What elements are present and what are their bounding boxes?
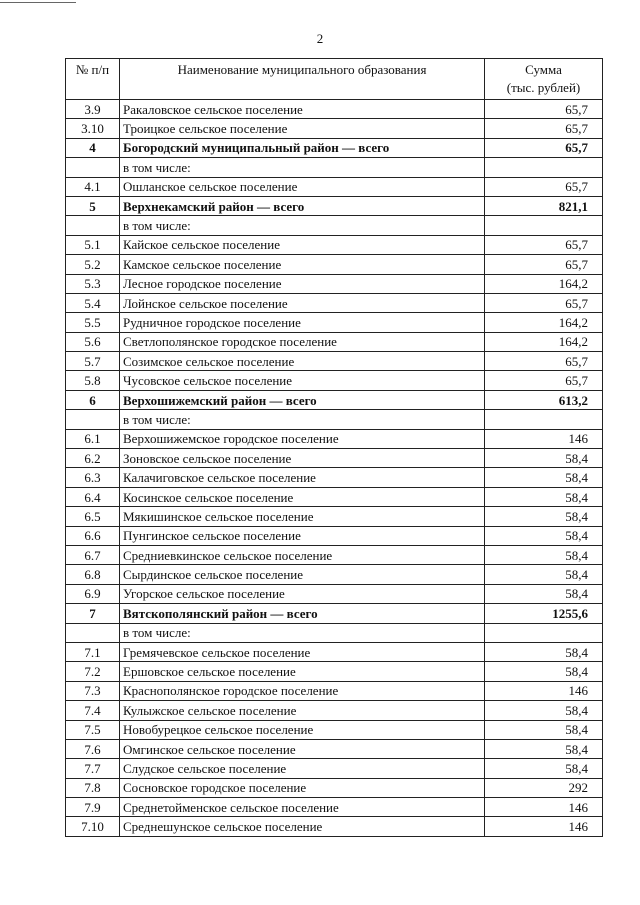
row-name-cell: Богородский муниципальный район — всего bbox=[120, 138, 485, 157]
row-number-cell: 5.6 bbox=[66, 332, 120, 351]
row-sum-cell: 164,2 bbox=[485, 313, 603, 332]
header-number: № п/п bbox=[66, 59, 120, 100]
row-sum-cell: 58,4 bbox=[485, 720, 603, 739]
table-header-row bbox=[66, 59, 603, 100]
row-number-cell: 7.10 bbox=[66, 817, 120, 836]
row-name-cell: Новобурецкое сельское поселение bbox=[120, 720, 485, 739]
row-number-cell: 4 bbox=[66, 138, 120, 157]
table-row bbox=[66, 720, 603, 739]
row-name-cell: Омгинское сельское поселение bbox=[120, 739, 485, 758]
row-sum-cell: 65,7 bbox=[485, 119, 603, 138]
row-number-cell bbox=[66, 158, 120, 177]
table-row bbox=[66, 449, 603, 468]
row-sum-cell: 65,7 bbox=[485, 371, 603, 390]
row-name-cell: Созимское сельское поселение bbox=[120, 352, 485, 371]
row-number-cell bbox=[66, 623, 120, 642]
row-number-cell: 6.8 bbox=[66, 565, 120, 584]
table-row bbox=[66, 662, 603, 681]
row-number-cell: 5.1 bbox=[66, 235, 120, 254]
row-name-cell: Средниевкинское сельское поселение bbox=[120, 545, 485, 564]
row-name-cell: Кайское сельское поселение bbox=[120, 235, 485, 254]
row-sum-cell: 1255,6 bbox=[485, 604, 603, 623]
table-row bbox=[66, 817, 603, 836]
row-number-cell: 7.1 bbox=[66, 642, 120, 661]
table-row bbox=[66, 313, 603, 332]
row-name-cell: Чусовское сельское поселение bbox=[120, 371, 485, 390]
row-number-cell: 7.2 bbox=[66, 662, 120, 681]
row-sum-cell: 58,4 bbox=[485, 662, 603, 681]
row-name-cell: Вятскополянский район — всего bbox=[120, 604, 485, 623]
table-row bbox=[66, 274, 603, 293]
table-row bbox=[66, 352, 603, 371]
table-row bbox=[66, 468, 603, 487]
table-row bbox=[66, 739, 603, 758]
table-row bbox=[66, 390, 603, 409]
table-row bbox=[66, 119, 603, 138]
row-name-cell: Кулыжское сельское поселение bbox=[120, 701, 485, 720]
row-number-cell: 6.2 bbox=[66, 449, 120, 468]
table-row bbox=[66, 604, 603, 623]
table-row bbox=[66, 235, 603, 254]
row-sum-cell: 146 bbox=[485, 429, 603, 448]
table-row bbox=[66, 216, 603, 235]
table-row bbox=[66, 177, 603, 196]
row-name-cell: Слудское сельское поселение bbox=[120, 759, 485, 778]
row-number-cell: 5.8 bbox=[66, 371, 120, 390]
table-row bbox=[66, 798, 603, 817]
row-number-cell: 6.3 bbox=[66, 468, 120, 487]
row-number-cell: 6.7 bbox=[66, 545, 120, 564]
row-name-cell: Среднешунское сельское поселение bbox=[120, 817, 485, 836]
row-number-cell bbox=[66, 410, 120, 429]
row-sum-cell: 58,4 bbox=[485, 739, 603, 758]
table-row bbox=[66, 429, 603, 448]
row-sum-cell: 58,4 bbox=[485, 759, 603, 778]
row-sum-cell bbox=[485, 623, 603, 642]
row-name-cell: Калачиговское сельское поселение bbox=[120, 468, 485, 487]
table-row bbox=[66, 371, 603, 390]
table-row bbox=[66, 623, 603, 642]
table-row bbox=[66, 759, 603, 778]
header-sum-line1: Сумма bbox=[525, 62, 562, 77]
table-row bbox=[66, 507, 603, 526]
row-name-cell: Верхошижемский район — всего bbox=[120, 390, 485, 409]
row-number-cell: 7 bbox=[66, 604, 120, 623]
row-sum-cell: 65,7 bbox=[485, 352, 603, 371]
header-sum bbox=[485, 59, 603, 100]
row-name-cell: Троицкое сельское поселение bbox=[120, 119, 485, 138]
page-number: 2 bbox=[316, 31, 324, 46]
row-number-cell: 7.8 bbox=[66, 778, 120, 797]
row-sum-cell: 58,4 bbox=[485, 565, 603, 584]
row-name-cell: Сосновское городское поселение bbox=[120, 778, 485, 797]
row-name-cell: Верхошижемское городское поселение bbox=[120, 429, 485, 448]
row-number-cell: 7.7 bbox=[66, 759, 120, 778]
row-sum-cell: 58,4 bbox=[485, 584, 603, 603]
row-sum-cell bbox=[485, 158, 603, 177]
row-number-cell: 3.10 bbox=[66, 119, 120, 138]
table-row bbox=[66, 545, 603, 564]
row-name-cell: Угорское сельское поселение bbox=[120, 584, 485, 603]
row-name-cell: Зоновское сельское поселение bbox=[120, 449, 485, 468]
row-sum-cell: 65,7 bbox=[485, 138, 603, 157]
table-row bbox=[66, 642, 603, 661]
row-sum-cell: 65,7 bbox=[485, 100, 603, 119]
row-number-cell: 6 bbox=[66, 390, 120, 409]
row-name-cell: Пунгинское сельское поселение bbox=[120, 526, 485, 545]
row-name-cell: в том числе: bbox=[120, 216, 485, 235]
row-sum-cell: 58,4 bbox=[485, 526, 603, 545]
row-number-cell: 6.6 bbox=[66, 526, 120, 545]
row-sum-cell: 58,4 bbox=[485, 507, 603, 526]
row-sum-cell: 146 bbox=[485, 681, 603, 700]
table-row bbox=[66, 681, 603, 700]
row-sum-cell: 613,2 bbox=[485, 390, 603, 409]
table-row bbox=[66, 565, 603, 584]
row-name-cell: в том числе: bbox=[120, 158, 485, 177]
header-name: Наименование муниципального образования bbox=[120, 59, 485, 100]
table-row bbox=[66, 410, 603, 429]
row-name-cell: Ершовское сельское поселение bbox=[120, 662, 485, 681]
table-row bbox=[66, 255, 603, 274]
row-name-cell: в том числе: bbox=[120, 410, 485, 429]
row-name-cell: Лесное городское поселение bbox=[120, 274, 485, 293]
row-number-cell: 5.5 bbox=[66, 313, 120, 332]
table-row bbox=[66, 138, 603, 157]
row-sum-cell: 58,4 bbox=[485, 487, 603, 506]
row-sum-cell: 65,7 bbox=[485, 177, 603, 196]
row-sum-cell: 292 bbox=[485, 778, 603, 797]
table-row bbox=[66, 293, 603, 312]
row-number-cell: 7.6 bbox=[66, 739, 120, 758]
table-row bbox=[66, 701, 603, 720]
row-number-cell: 6.5 bbox=[66, 507, 120, 526]
table-row bbox=[66, 158, 603, 177]
row-number-cell: 5 bbox=[66, 196, 120, 215]
row-name-cell: в том числе: bbox=[120, 623, 485, 642]
row-number-cell: 5.4 bbox=[66, 293, 120, 312]
row-name-cell: Среднетойменское сельское поселение bbox=[120, 798, 485, 817]
row-name-cell: Ракаловское сельское поселение bbox=[120, 100, 485, 119]
table-row bbox=[66, 487, 603, 506]
table-row bbox=[66, 778, 603, 797]
row-name-cell: Лойнское сельское поселение bbox=[120, 293, 485, 312]
row-name-cell: Гремячевское сельское поселение bbox=[120, 642, 485, 661]
row-number-cell: 7.3 bbox=[66, 681, 120, 700]
row-name-cell: Краснополянское городское поселение bbox=[120, 681, 485, 700]
table-row bbox=[66, 100, 603, 119]
row-number-cell: 7.4 bbox=[66, 701, 120, 720]
row-number-cell: 7.9 bbox=[66, 798, 120, 817]
row-name-cell: Камское сельское поселение bbox=[120, 255, 485, 274]
row-sum-cell: 58,4 bbox=[485, 545, 603, 564]
row-name-cell: Ошланское сельское поселение bbox=[120, 177, 485, 196]
row-sum-cell: 65,7 bbox=[485, 255, 603, 274]
allocation-table bbox=[65, 58, 603, 837]
row-name-cell: Сырдинское сельское поселение bbox=[120, 565, 485, 584]
row-number-cell: 5.3 bbox=[66, 274, 120, 293]
row-name-cell: Рудничное городское поселение bbox=[120, 313, 485, 332]
table-row bbox=[66, 332, 603, 351]
row-number-cell: 3.9 bbox=[66, 100, 120, 119]
row-sum-cell: 65,7 bbox=[485, 235, 603, 254]
row-sum-cell bbox=[485, 216, 603, 235]
corner-rule bbox=[0, 2, 76, 3]
row-sum-cell: 58,4 bbox=[485, 449, 603, 468]
row-name-cell: Верхнекамский район — всего bbox=[120, 196, 485, 215]
row-number-cell: 5.7 bbox=[66, 352, 120, 371]
row-number-cell: 4.1 bbox=[66, 177, 120, 196]
row-number-cell: 6.9 bbox=[66, 584, 120, 603]
row-name-cell: Мякишинское сельское поселение bbox=[120, 507, 485, 526]
table-body bbox=[66, 100, 603, 837]
row-sum-cell: 146 bbox=[485, 798, 603, 817]
header-sum-line2: (тыс. рублей) bbox=[506, 80, 581, 95]
row-sum-cell: 164,2 bbox=[485, 332, 603, 351]
row-sum-cell: 164,2 bbox=[485, 274, 603, 293]
row-sum-cell: 58,4 bbox=[485, 468, 603, 487]
row-number-cell: 7.5 bbox=[66, 720, 120, 739]
table-row bbox=[66, 526, 603, 545]
row-sum-cell: 65,7 bbox=[485, 293, 603, 312]
row-name-cell: Светлополянское городское поселение bbox=[120, 332, 485, 351]
row-name-cell: Косинское сельское поселение bbox=[120, 487, 485, 506]
row-number-cell: 5.2 bbox=[66, 255, 120, 274]
row-sum-cell: 146 bbox=[485, 817, 603, 836]
table-row bbox=[66, 196, 603, 215]
table-row bbox=[66, 584, 603, 603]
row-number-cell: 6.1 bbox=[66, 429, 120, 448]
row-number-cell bbox=[66, 216, 120, 235]
row-sum-cell bbox=[485, 410, 603, 429]
row-sum-cell: 821,1 bbox=[485, 196, 603, 215]
row-sum-cell: 58,4 bbox=[485, 701, 603, 720]
row-sum-cell: 58,4 bbox=[485, 642, 603, 661]
row-number-cell: 6.4 bbox=[66, 487, 120, 506]
